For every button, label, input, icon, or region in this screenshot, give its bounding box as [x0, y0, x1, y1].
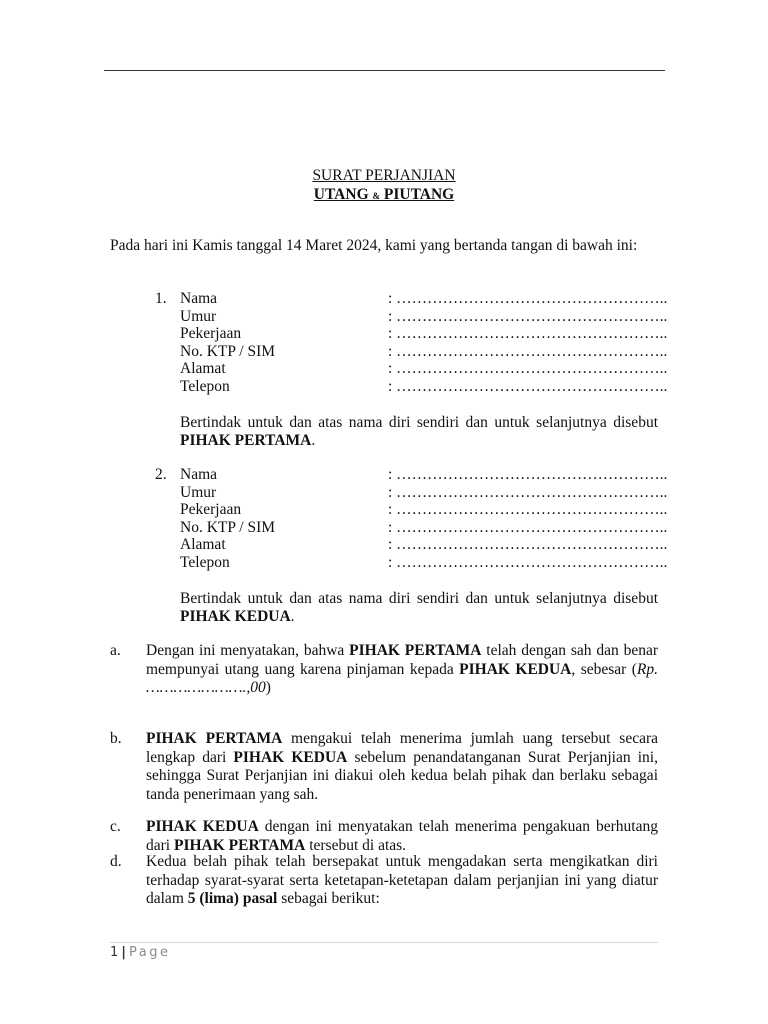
item-b-text: PIHAK PERTAMA mengakui telah menerima jumlah uang tersebut secara lengkap dari PIHAK KEDUA sebelum penandatanganan Surat Perjanjian ini, sehingga Surat Perjanjian ini diakui oleh kedua belah pihak dan berlaku sebagai tanda penerimaan yang sah.: [146, 730, 659, 803]
party1-blank-telepon[interactable]: : ……………………………………………..: [388, 378, 668, 395]
party2-field-telepon: Telepon: [180, 554, 230, 571]
party2-field-umur: Umur: [180, 484, 217, 501]
item-b-letter: b.: [110, 730, 122, 747]
item-d-letter: d.: [110, 853, 122, 870]
party1-field-telepon: Telepon: [180, 378, 230, 395]
item-c-letter: c.: [110, 818, 121, 835]
party1-statement: Bertindak untuk dan atas nama diri sendiri dan untuk selanjutnya disebut PIHAK PERTAMA.: [180, 414, 658, 449]
footer-rule: [110, 942, 658, 943]
page-label: Page: [129, 945, 171, 960]
party2-field-alamat: Alamat: [180, 536, 226, 553]
page-footer: [110, 945, 171, 960]
document-title-line2: UTANG & PIUTANG: [313, 186, 455, 203]
item-d-text: Kedua belah pihak telah bersepakat untuk mengadakan serta mengikatkan diri terhadap syarat-syarat serta ketetapan-ketetapan dalam perjanjian ini yang diatur dalam 5 (lima) pasal sebagai berikut:: [146, 853, 658, 907]
party1-field-alamat: Alamat: [180, 360, 226, 377]
party1-blank-nama[interactable]: : ……………………………………………..: [388, 290, 668, 307]
party1-field-nama: Nama: [180, 290, 218, 307]
document-title-line1: SURAT PERJANJIAN: [312, 167, 456, 184]
item-c-text: PIHAK KEDUA dengan ini menyatakan telah menerima pengakuan berhutang dari PIHAK PERTAMA tersebut di atas.: [146, 818, 658, 854]
item-a-letter: a.: [110, 642, 121, 659]
party2-blank-nama[interactable]: : ……………………………………………..: [388, 466, 668, 483]
party1-field-umur: Umur: [180, 308, 217, 325]
party2-field-pekerjaan: Pekerjaan: [180, 501, 242, 518]
page-number: 1: [110, 945, 119, 960]
party1-blank-pekerjaan[interactable]: : ……………………………………………..: [388, 325, 668, 342]
party2-statement: Bertindak untuk dan atas nama diri sendiri dan untuk selanjutnya disebut PIHAK KEDUA.: [180, 590, 658, 625]
party2-field-nama: Nama: [180, 466, 218, 483]
party2-blank-umur[interactable]: : ……………………………………………..: [388, 484, 668, 501]
party1-blank-umur[interactable]: : ……………………………………………..: [388, 308, 668, 325]
party1-field-ktp: No. KTP / SIM: [180, 343, 276, 360]
party2-blank-alamat[interactable]: : ……………………………………………..: [388, 536, 668, 553]
party2-blank-ktp[interactable]: : ……………………………………………..: [388, 519, 668, 536]
party2-number: 2.: [155, 466, 167, 483]
party2-field-ktp: No. KTP / SIM: [180, 519, 276, 536]
item-a-text: Dengan ini menyatakan, bahwa PIHAK PERTAMA telah dengan sah dan benar mempunyai utang uang karena pinjaman kepada PIHAK KEDUA, sebesar (Rp. ………………….,00): [146, 642, 658, 696]
party2-blank-telepon[interactable]: : ……………………………………………..: [388, 554, 668, 571]
party2-blank-pekerjaan[interactable]: : ……………………………………………..: [388, 501, 668, 518]
intro-paragraph: Pada hari ini Kamis tanggal 14 Maret 2024, kami yang bertanda tangan di bawah ini:: [110, 237, 638, 254]
footer-separator: |: [121, 945, 127, 960]
party1-field-pekerjaan: Pekerjaan: [180, 325, 242, 342]
party1-blank-alamat[interactable]: : ……………………………………………..: [388, 360, 668, 377]
party1-blank-ktp[interactable]: : ……………………………………………..: [388, 343, 668, 360]
party1-number: 1.: [155, 290, 167, 307]
header-rule: [104, 70, 665, 71]
